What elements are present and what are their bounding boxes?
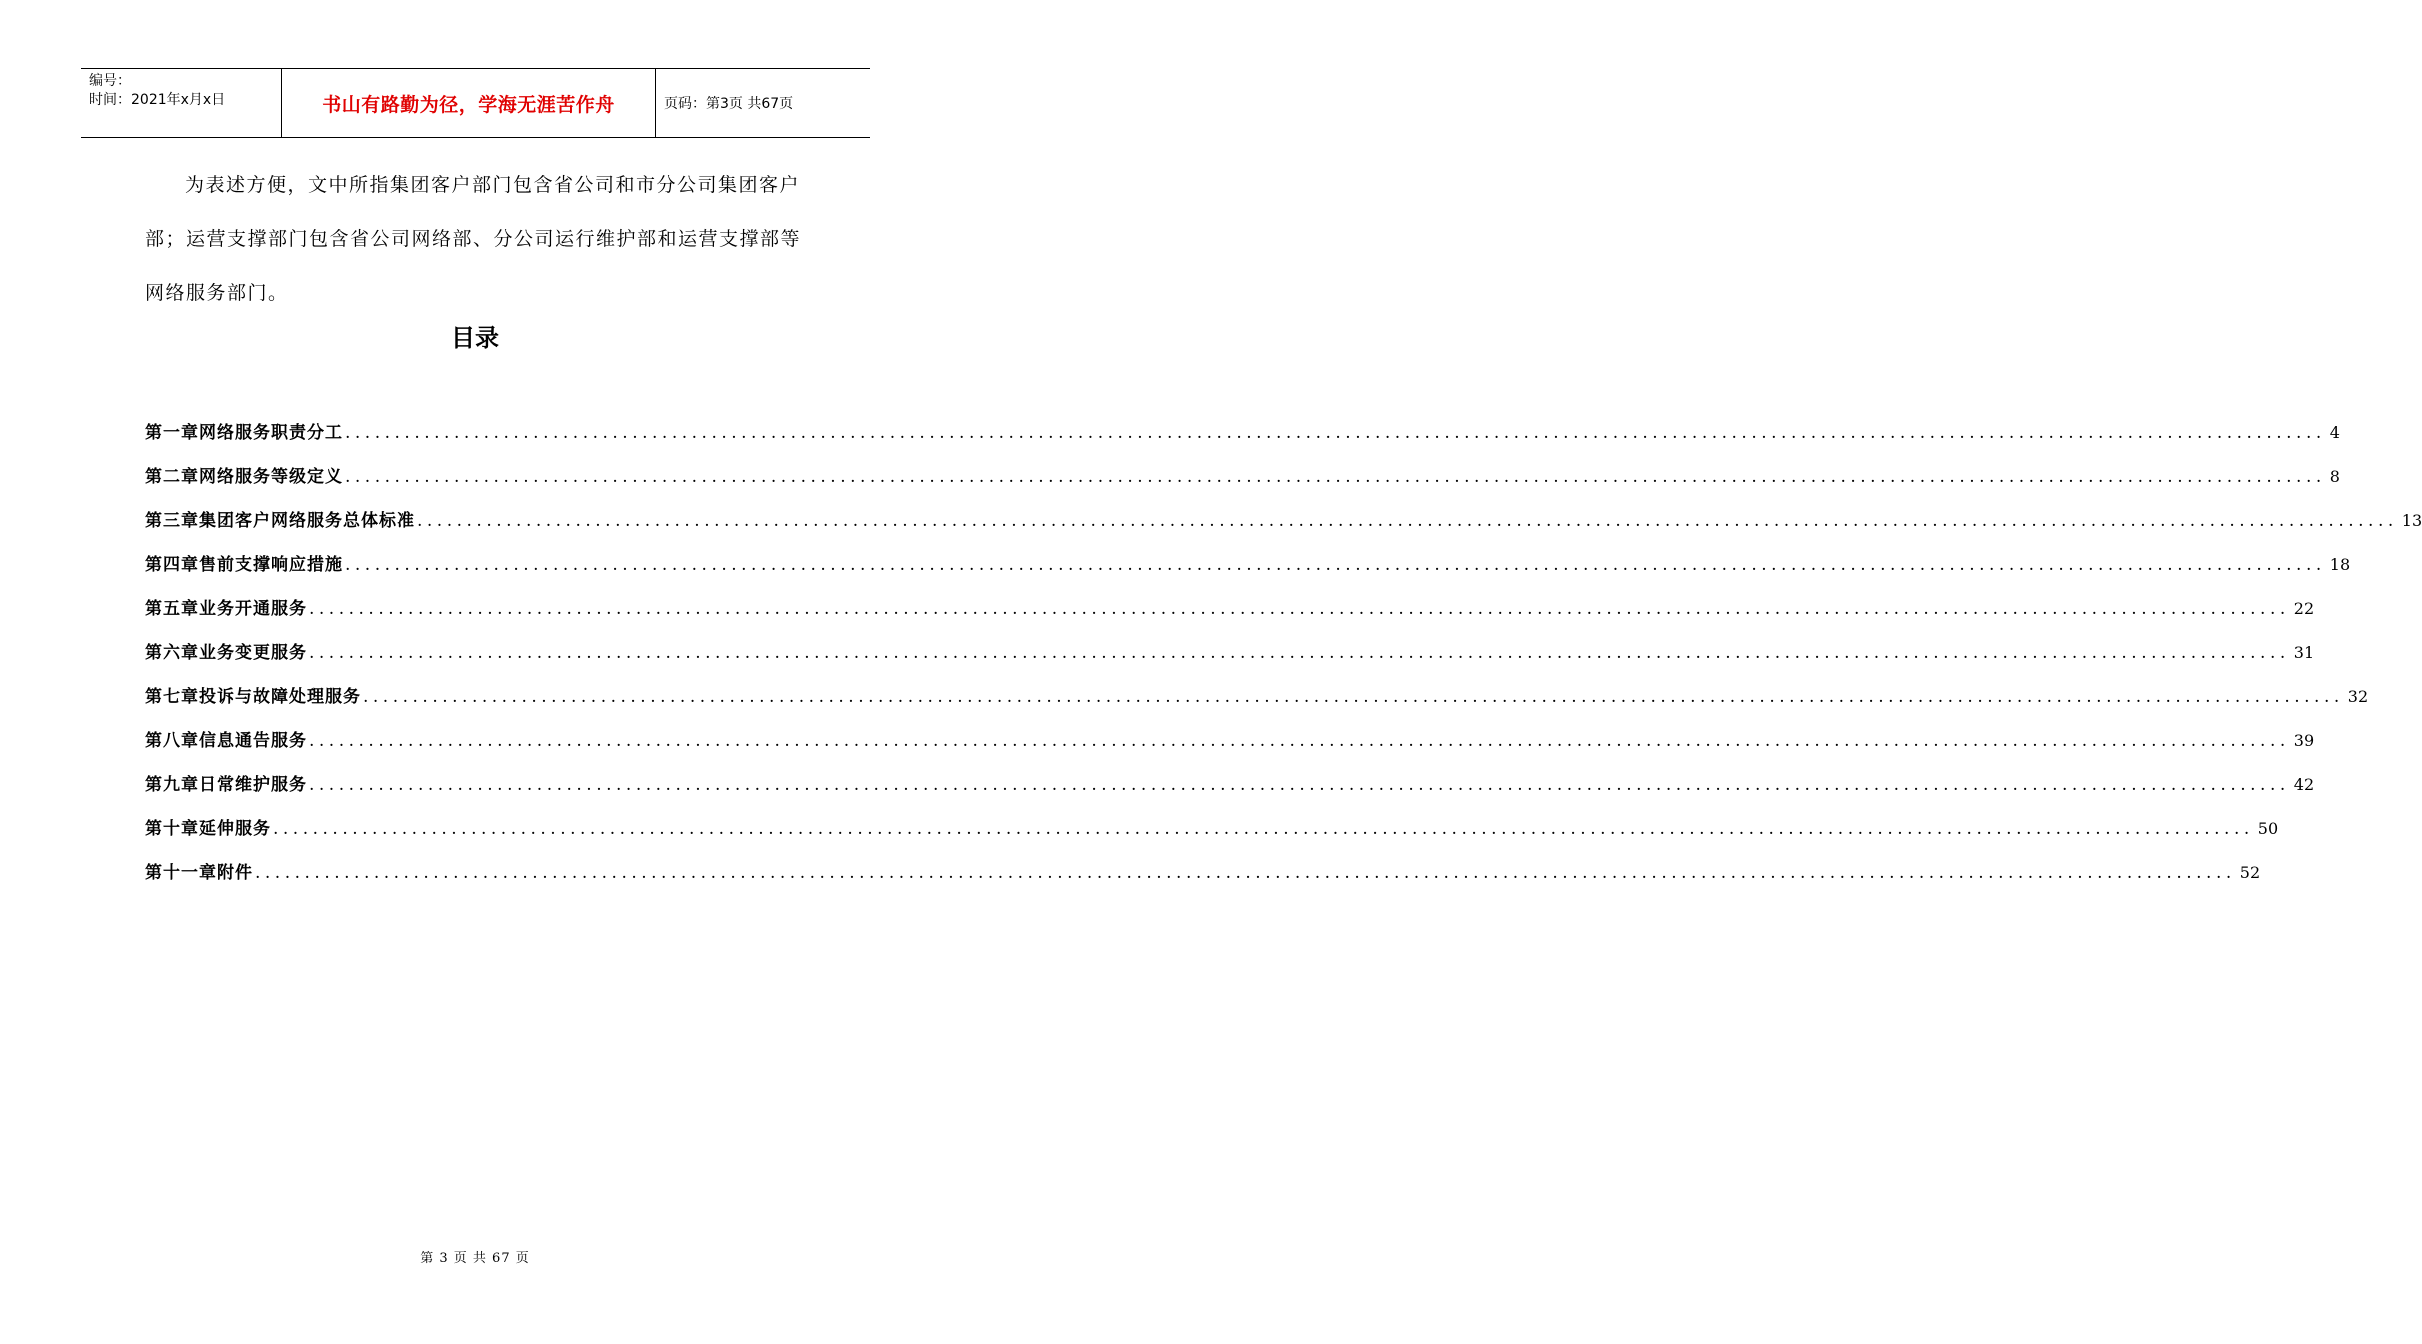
toc-leader-dots: ........................................................................................................................................................................................................ bbox=[309, 775, 2290, 795]
header-motto: 书山有路勤为径，学海无涯苦作舟 bbox=[282, 69, 656, 137]
table-of-contents bbox=[145, 418, 2422, 902]
toc-title: 目录 bbox=[451, 324, 499, 352]
toc-entry[interactable] bbox=[145, 506, 2422, 550]
toc-entry[interactable] bbox=[145, 594, 2315, 638]
toc-leader-dots: ........................................................................................................................................................................................................ bbox=[273, 819, 2254, 839]
toc-page-number: 8 bbox=[2329, 467, 2340, 486]
toc-entry[interactable] bbox=[145, 418, 2340, 462]
toc-page-number: 31 bbox=[2293, 643, 2315, 662]
toc-chapter-title: 信息通告服务 bbox=[199, 731, 307, 751]
toc-chapter: 第八章 bbox=[145, 731, 199, 751]
toc-entry[interactable] bbox=[145, 858, 2261, 902]
intro-paragraph: 为表述方便，文中所指集团客户部门包含省公司和市分公司集团客户部；运营支撑部门包含省公司网络部、分公司运行维护部和运营支撑部等网络服务部门。 bbox=[145, 174, 802, 304]
toc-chapter-title: 附件 bbox=[217, 863, 253, 883]
toc-entry[interactable] bbox=[145, 638, 2315, 682]
toc-entry[interactable] bbox=[145, 814, 2279, 858]
toc-chapter: 第十章 bbox=[145, 819, 199, 839]
toc-page-number: 13 bbox=[2401, 511, 2422, 530]
toc-chapter: 第十一章 bbox=[145, 863, 217, 883]
toc-leader-dots: ........................................................................................................................................................................................................ bbox=[345, 423, 2326, 443]
toc-chapter-title: 网络服务职责分工 bbox=[199, 423, 343, 443]
toc-chapter-title: 日常维护服务 bbox=[199, 775, 307, 795]
toc-leader-dots: ........................................................................................................................................................................................................ bbox=[363, 687, 2344, 707]
toc-page-number: 50 bbox=[2257, 819, 2279, 838]
toc-leader-dots: ........................................................................................................................................................................................................ bbox=[345, 467, 2326, 487]
toc-chapter: 第四章 bbox=[145, 555, 199, 575]
toc-chapter-title: 投诉与故障处理服务 bbox=[199, 687, 361, 707]
toc-leader-dots: ........................................................................................................................................................................................................ bbox=[255, 863, 2236, 883]
toc-chapter-title: 业务开通服务 bbox=[199, 599, 307, 619]
toc-entry[interactable] bbox=[145, 682, 2369, 726]
page-footer: 第 3 页 共 67 页 bbox=[420, 1251, 530, 1266]
toc-chapter-title: 集团客户网络服务总体标准 bbox=[199, 511, 415, 531]
toc-entry[interactable] bbox=[145, 770, 2315, 814]
toc-chapter-title: 延伸服务 bbox=[199, 819, 271, 839]
document-time-label: 时间：2021年x月x日 bbox=[89, 92, 226, 108]
toc-chapter-title: 售前支撑响应措施 bbox=[199, 555, 343, 575]
toc-chapter: 第九章 bbox=[145, 775, 199, 795]
toc-entry[interactable] bbox=[145, 550, 2351, 594]
toc-entry[interactable] bbox=[145, 726, 2315, 770]
toc-page-number: 22 bbox=[2293, 599, 2315, 618]
toc-chapter: 第五章 bbox=[145, 599, 199, 619]
toc-page-number: 4 bbox=[2329, 423, 2340, 442]
toc-chapter: 第六章 bbox=[145, 643, 199, 663]
header-page-info: 页码：第3页 共67页 bbox=[664, 96, 794, 112]
toc-leader-dots: ........................................................................................................................................................................................................ bbox=[309, 643, 2290, 663]
toc-chapter-title: 网络服务等级定义 bbox=[199, 467, 343, 487]
toc-chapter: 第二章 bbox=[145, 467, 199, 487]
toc-chapter: 第一章 bbox=[145, 423, 199, 443]
toc-leader-dots: ........................................................................................................................................................................................................ bbox=[309, 731, 2290, 751]
header-meta bbox=[81, 69, 282, 137]
toc-page-number: 42 bbox=[2293, 775, 2315, 794]
toc-page-number: 52 bbox=[2239, 863, 2261, 882]
toc-page-number: 32 bbox=[2347, 687, 2369, 706]
toc-leader-dots: ........................................................................................................................................................................................................ bbox=[417, 511, 2398, 531]
toc-entry[interactable] bbox=[145, 462, 2340, 506]
toc-page-number: 18 bbox=[2329, 555, 2351, 574]
toc-leader-dots: ........................................................................................................................................................................................................ bbox=[345, 555, 2326, 575]
document-number-label: 编号： bbox=[89, 73, 131, 89]
toc-page-number: 39 bbox=[2293, 731, 2315, 750]
toc-leader-dots: ........................................................................................................................................................................................................ bbox=[309, 599, 2290, 619]
toc-chapter: 第七章 bbox=[145, 687, 199, 707]
toc-chapter: 第三章 bbox=[145, 511, 199, 531]
toc-chapter-title: 业务变更服务 bbox=[199, 643, 307, 663]
page-header bbox=[81, 68, 870, 138]
